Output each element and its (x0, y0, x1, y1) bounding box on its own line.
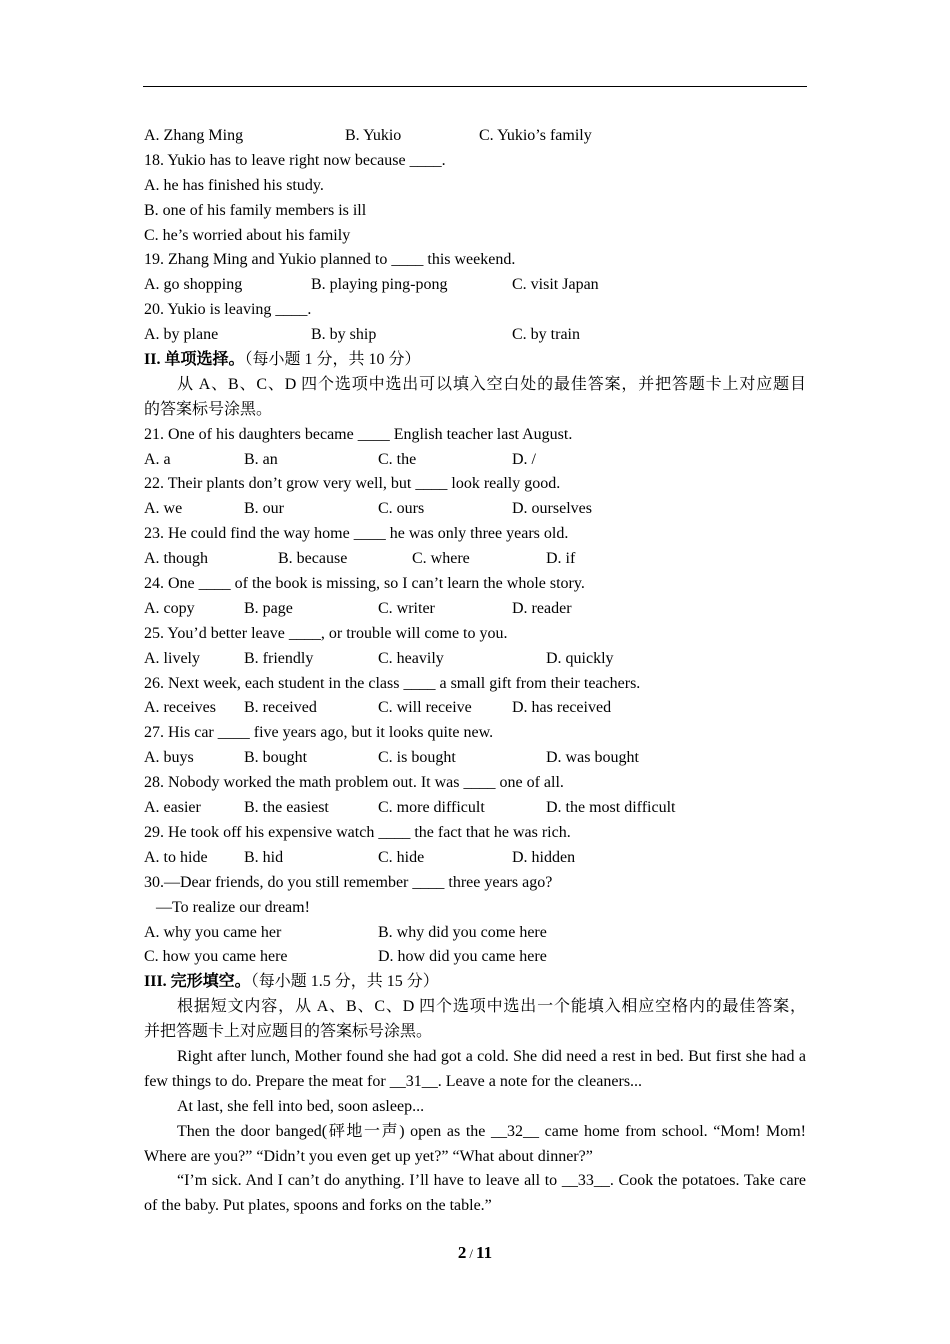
section3-instruction-line1: 根据短文内容，从 A、B、C、D 四个选项中选出一个能填入相应空格内的最佳答案， (177, 998, 806, 1016)
q28-option-b: B. the easiest (244, 799, 329, 817)
q30-options-row1 (144, 921, 806, 946)
q18-option-b: B. one of his family members is ill (144, 201, 367, 219)
q25-option-c: C. heavily (378, 649, 444, 667)
q29-option-a: A. to hide (144, 848, 208, 866)
section3-note: （每小题 1.5 分，共 15 分） (250, 973, 439, 991)
q24-option-d: D. reader (512, 599, 572, 617)
q17-option-b: B. Yukio (345, 127, 402, 144)
q24-stem: 24. One ____ of the book is missing, so I can’t learn the whole story. (144, 575, 585, 593)
q20-option-c: C. by train (512, 326, 580, 344)
q20-option-b: B. by ship (311, 326, 377, 344)
page-separator: / (469, 1246, 474, 1261)
section2-note: （每小题 1 分，共 10 分） (244, 351, 421, 369)
page-number (0, 1243, 950, 1263)
q20-option-a: A. by plane (144, 326, 219, 344)
section2-title: II. 单项选择。 (144, 351, 245, 369)
section2-instruction-line1: 从 A、B、C、D 四个选项中选出可以填入空白处的最佳答案，并把答题卡上对应题目 (177, 375, 806, 393)
q30-reply: —To realize our dream! (156, 898, 310, 916)
q17-options (144, 124, 806, 149)
q18-option-c: C. he’s worried about his family (144, 226, 351, 244)
q29-option-c: C. hide (378, 848, 425, 866)
passage-paragraph-3: Then the door banged(砰地一声) open as the __32__ came home from school. “Mom! Mom! Where are you?” “Didn’t you even get up yet?” “What about dinner?” (144, 1122, 806, 1165)
q29-options (144, 846, 806, 871)
q25-option-a: A. lively (144, 649, 200, 667)
q25-option-b: B. friendly (244, 649, 314, 667)
q27-options (144, 746, 806, 771)
passage-paragraph-2: At last, she fell into bed, soon asleep... (177, 1097, 425, 1115)
q26-stem: 26. Next week, each student in the class ____ a small gift from their teachers. (144, 674, 641, 692)
passage-paragraph-1: Right after lunch, Mother found she had got a cold. She did need a rest in bed. But first she had a few things to do. Prepare the meat for __31__. Leave a note for the cleaners... (144, 1047, 806, 1090)
q22-option-b: B. our (244, 500, 284, 518)
q26-options (144, 696, 806, 721)
q23-option-b: B. because (278, 550, 348, 568)
section3-instruction-line2: 并把答题卡上对应题目的答案标号涂黑。 (144, 1023, 433, 1041)
passage-paragraph-4: “I’m sick. And I can’t do anything. I’ll have to leave all to __33__. Cook the potatoes. Take care of the baby. Put plates, spoons and forks on the table.” (144, 1172, 806, 1215)
section2-instruction-line2: 的答案标号涂黑。 (144, 400, 273, 418)
q22-option-c: C. ours (378, 500, 425, 518)
q21-options (144, 448, 806, 473)
section3-title: III. 完形填空。 (144, 973, 251, 991)
q17-option-c: C. Yukio’s family (479, 127, 592, 144)
page-current: 2 (457, 1243, 467, 1262)
q24-option-c: C. writer (378, 599, 435, 617)
q26-option-c: C. will receive (378, 699, 472, 717)
q25-stem: 25. You’d better leave ____, or trouble will come to you. (144, 624, 508, 642)
q23-option-c: C. where (412, 550, 470, 568)
header-rule (143, 86, 807, 87)
q28-stem: 28. Nobody worked the math problem out. It was ____ one of all. (144, 774, 564, 792)
q20-options (144, 323, 806, 348)
q19-options (144, 273, 806, 298)
q24-options (144, 597, 806, 622)
q27-option-c: C. is bought (378, 749, 456, 767)
q24-option-a: A. copy (144, 599, 195, 617)
q29-option-d: D. hidden (512, 848, 576, 866)
q24-option-b: B. page (244, 599, 293, 617)
q19-stem: 19. Zhang Ming and Yukio planned to ____ this weekend. (144, 251, 516, 269)
q22-option-a: A. we (144, 500, 183, 518)
q30-options-row2 (144, 945, 806, 970)
q21-stem: 21. One of his daughters became ____ English teacher last August. (144, 425, 573, 443)
q26-option-d: D. has received (512, 699, 612, 717)
q17-option-a: A. Zhang Ming (144, 127, 244, 144)
q23-options (144, 547, 806, 572)
q27-option-a: A. buys (144, 749, 194, 767)
exam-page-content (144, 124, 806, 1219)
page-total: 11 (476, 1243, 493, 1262)
q30-option-d: D. how did you came here (378, 948, 547, 966)
q26-option-a: A. receives (144, 699, 216, 717)
q19-option-c: C. visit Japan (512, 276, 599, 294)
q23-stem: 23. He could find the way home ____ he was only three years old. (144, 525, 569, 543)
q30-option-c: C. how you came here (144, 948, 288, 966)
q20-stem: 20. Yukio is leaving ____. (144, 301, 312, 319)
q22-options (144, 497, 806, 522)
q28-option-c: C. more difficult (378, 799, 485, 817)
section3-heading (144, 970, 806, 995)
q22-option-d: D. ourselves (512, 500, 592, 518)
q28-options (144, 796, 806, 821)
q21-option-b: B. an (244, 450, 278, 468)
q23-option-a: A. though (144, 550, 208, 568)
q19-option-b: B. playing ping-pong (311, 276, 448, 294)
q21-option-a: A. a (144, 450, 171, 468)
q18-option-a: A. he has finished his study. (144, 176, 324, 194)
q27-option-d: D. was bought (546, 749, 639, 767)
q23-option-d: D. if (546, 550, 576, 568)
q25-options (144, 647, 806, 672)
q30-option-a: A. why you came her (144, 923, 282, 941)
q22-stem: 22. Their plants don’t grow very well, but ____ look really good. (144, 475, 561, 493)
q28-option-d: D. the most difficult (546, 799, 676, 817)
q29-option-b: B. hid (244, 848, 284, 866)
section2-heading (144, 348, 806, 373)
q27-stem: 27. His car ____ five years ago, but it looks quite new. (144, 724, 494, 742)
q19-option-a: A. go shopping (144, 276, 243, 294)
q28-option-a: A. easier (144, 799, 201, 817)
q21-option-d: D. / (512, 450, 536, 468)
q18-stem: 18. Yukio has to leave right now because ____. (144, 151, 446, 169)
q21-option-c: C. the (378, 450, 417, 468)
q29-stem: 29. He took off his expensive watch ____ the fact that he was rich. (144, 823, 571, 841)
q26-option-b: B. received (244, 699, 317, 717)
q30-stem: 30.—Dear friends, do you still remember ____ three years ago? (144, 873, 553, 891)
q27-option-b: B. bought (244, 749, 308, 767)
q25-option-d: D. quickly (546, 649, 614, 667)
q30-option-b: B. why did you come here (378, 923, 547, 941)
